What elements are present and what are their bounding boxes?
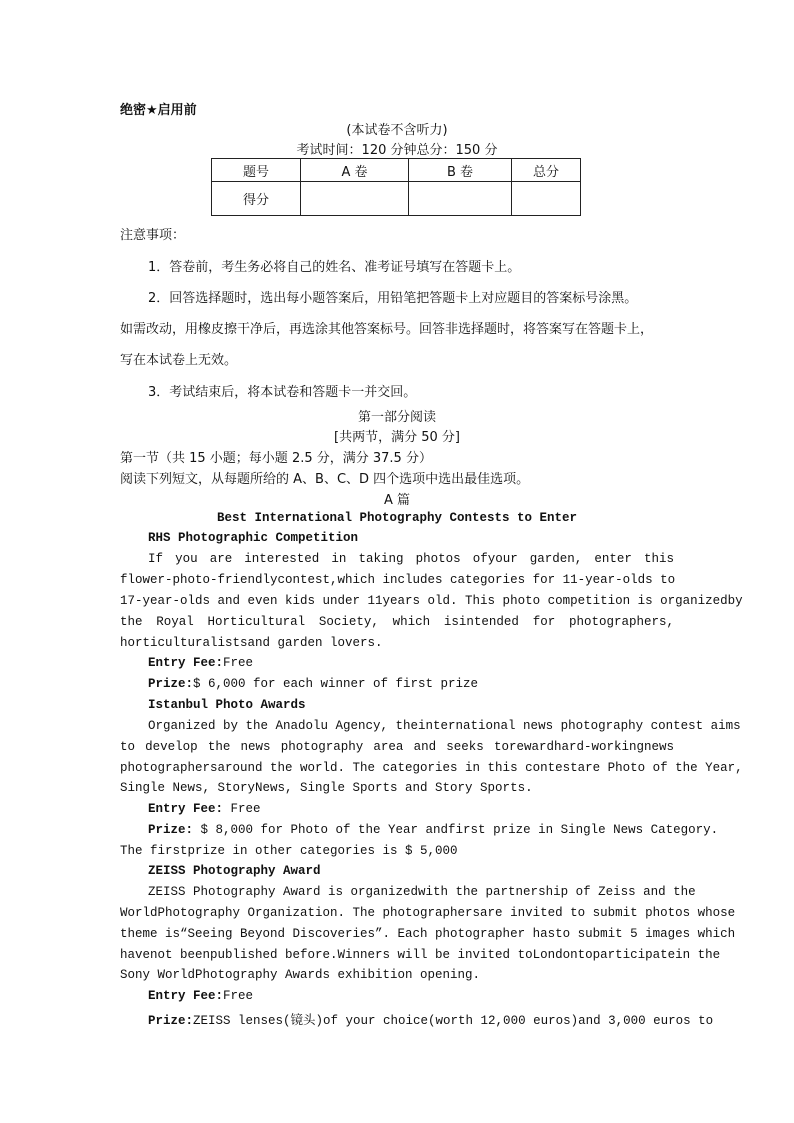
entry-fee-value: Free xyxy=(223,802,261,816)
istanbul-entry-fee xyxy=(148,802,261,816)
entry-fee-value: Free xyxy=(223,656,254,670)
table-header-cell: A 卷 xyxy=(301,159,409,182)
rhs-paragraph-line: the Royal Horticultural Society, which isintended for photographers, xyxy=(120,615,674,629)
zeiss-heading: ZEISS Photography Award xyxy=(148,864,321,878)
prize-label: Prize: xyxy=(148,1014,194,1028)
section-instruction: 阅读下列短文，从每题所给的 A、B、C、D 四个选项中选出最佳选项。 xyxy=(120,472,530,487)
section-heading: 第一节（共 15 小题；每小题 2.5 分，满分 37.5 分） xyxy=(120,451,432,466)
table-header-cell: 总分 xyxy=(512,159,581,182)
rhs-paragraph-line: 17-year-olds and even kids under 11years old. This photo competition is organizedby xyxy=(120,594,743,608)
table-row-label: 得分 xyxy=(212,182,301,216)
entry-fee-label: Entry Fee: xyxy=(148,802,224,816)
istanbul-heading: Istanbul Photo Awards xyxy=(148,698,306,712)
entry-fee-value: Free xyxy=(223,989,254,1003)
zeiss-entry-fee xyxy=(148,989,253,1003)
note-item-3: 3．考试结束后，将本试卷和答题卡一并交回。 xyxy=(148,385,417,400)
note-item-1: 1．答卷前，考生务必将自己的姓名、准考证号填写在答题卡上。 xyxy=(148,260,521,275)
istanbul-paragraph-line: to develop the news photography area and seeks torewardhard-workingnews xyxy=(120,740,674,754)
rhs-paragraph-line: horticulturalistsand garden lovers. xyxy=(120,636,383,650)
exam-time-score: 考试时间：120 分钟总分：150 分 xyxy=(296,143,498,158)
prize-label: Prize: xyxy=(148,823,194,837)
rhs-paragraph-line: flower-photo-friendlycontest,which includes categories for 11-year-olds to xyxy=(120,573,676,587)
istanbul-paragraph-line: Single News, StoryNews, Single Sports and Story Sports. xyxy=(120,781,533,795)
istanbul-paragraph-line: Organized by the Anadolu Agency, theinternational news photography contest aims xyxy=(148,719,741,733)
rhs-prize xyxy=(148,677,478,691)
note-item-2: 2．回答选择题时，选出每小题答案后，用铅笔把答题卡上对应题目的答案标号涂黑。 xyxy=(148,291,638,306)
rhs-heading: RHS Photographic Competition xyxy=(148,531,359,545)
score-table xyxy=(211,158,581,216)
table-header-cell: 题号 xyxy=(212,159,301,182)
zeiss-prize xyxy=(148,1010,714,1028)
zeiss-paragraph-line: WorldPhotography Organization. The photographersare invited to submit photos whose xyxy=(120,906,736,920)
score-cell-b xyxy=(409,182,512,216)
part-title: 第一部分阅读 xyxy=(357,410,436,425)
note-item-2-cont: 写在本试卷上无效。 xyxy=(120,353,238,368)
notes-title: 注意事项： xyxy=(120,228,186,243)
entry-fee-label: Entry Fee: xyxy=(148,989,224,1003)
prize-value: $ 8,000 for Photo of the Year andfirst prize in Single News Category. xyxy=(193,823,719,837)
zeiss-paragraph-line: ZEISS Photography Award is organizedwith the partnership of Zeiss and the xyxy=(148,885,696,899)
rhs-entry-fee xyxy=(148,656,253,670)
confidential-label: 绝密★启用前 xyxy=(120,103,197,118)
entry-fee-label: Entry Fee: xyxy=(148,656,224,670)
istanbul-prize-cont: The firstprize in other categories is $ 5,000 xyxy=(120,844,458,858)
rhs-paragraph-line: If you are interested in taking photos ofyour garden, enter this xyxy=(148,552,674,566)
score-cell-total xyxy=(512,182,581,216)
zeiss-paragraph-line: havenot beenpublished before.Winners will be invited toLondontoparticipatein the xyxy=(120,948,721,962)
note-item-2-cont: 如需改动，用橡皮擦干净后，再选涂其他答案标号。回答非选择题时，将答案写在答题卡上， xyxy=(120,322,654,337)
table-header-cell: B 卷 xyxy=(409,159,512,182)
part-subtitle: [共两节，满分 50 分] xyxy=(334,430,460,445)
prize-value: ZEISS lenses(镜头)of your choice(worth 12,000 euros)and 3,000 euros to xyxy=(193,1014,714,1028)
score-cell-a xyxy=(301,182,409,216)
zeiss-paragraph-line: Sony WorldPhotography Awards exhibition opening. xyxy=(120,968,481,982)
no-listening-note: (本试卷不含听力) xyxy=(346,123,448,138)
zeiss-paragraph-line: theme is“Seeing Beyond Discoveries”. Each photographer hasto submit 5 images which xyxy=(120,927,736,941)
article-title: Best International Photography Contests to Enter xyxy=(216,511,578,525)
prize-value: $ 6,000 for each winner of first prize xyxy=(193,677,479,691)
passage-label: A 篇 xyxy=(383,493,411,508)
istanbul-prize xyxy=(148,823,719,837)
prize-label: Prize: xyxy=(148,677,194,691)
istanbul-paragraph-line: photographersaround the world. The categories in this contestare Photo of the Year, xyxy=(120,761,743,775)
